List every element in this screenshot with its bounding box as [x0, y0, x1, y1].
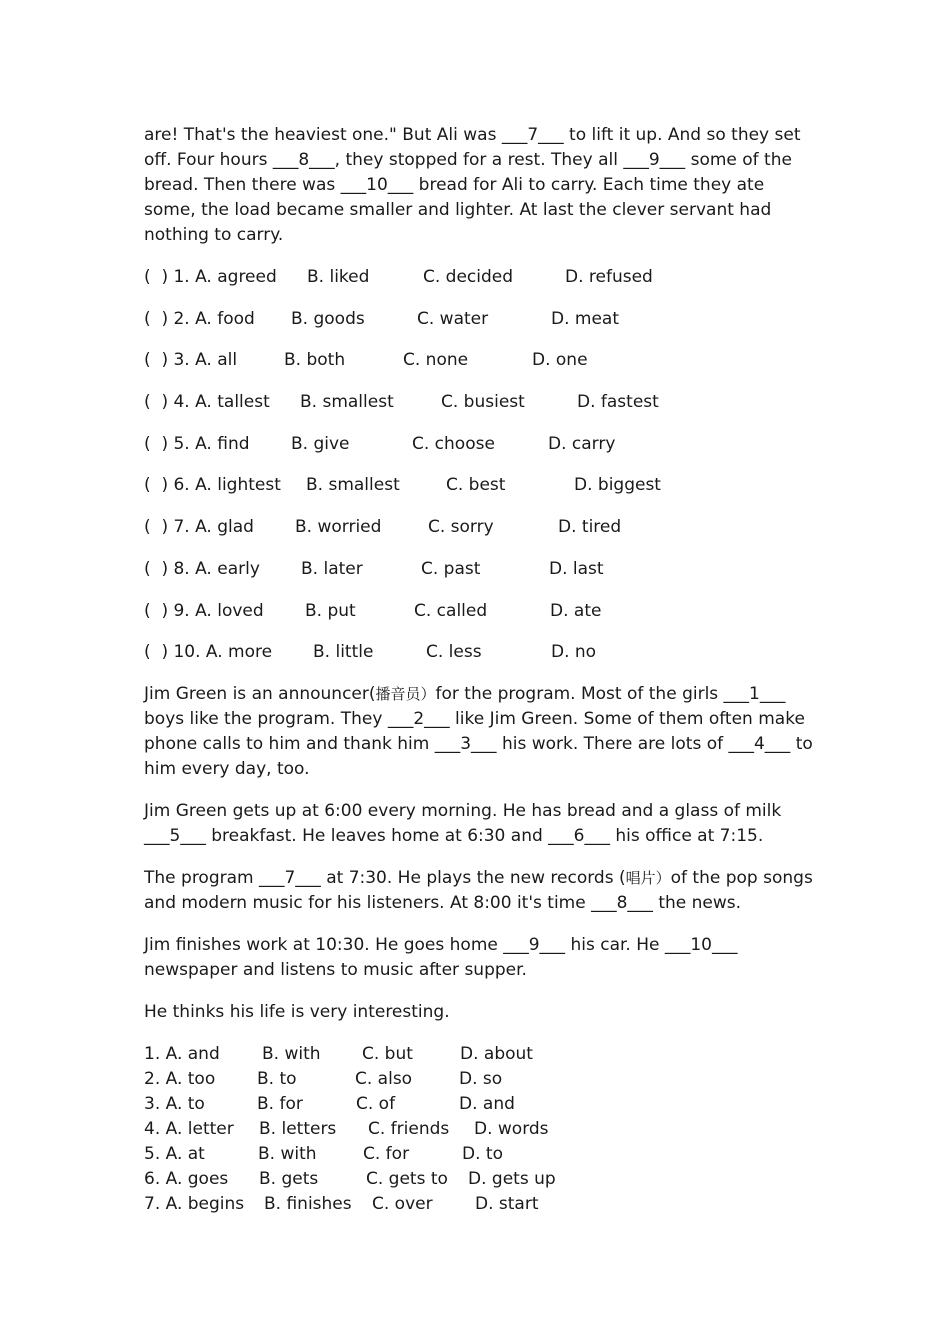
option-b: B. later: [301, 558, 363, 579]
option-c: C. for: [363, 1143, 410, 1164]
option-c: C. gets to: [366, 1168, 448, 1189]
chinese-annotation: 播音员）: [375, 684, 436, 703]
text-line: phone calls to him and thank him ___3___ his work. There are lots of ___4___ to: [144, 733, 813, 754]
option-a: 4. A. letter: [144, 1118, 234, 1139]
question-num-option-a: ( ) 7. A. glad: [144, 517, 254, 538]
option-b: B. little: [313, 642, 374, 663]
question-row: [144, 557, 824, 582]
text-line: off. Four hours ___8___, they stopped for a rest. They all ___9___ some of the: [144, 150, 792, 170]
question-num-option-a: ( ) 5. A. find: [144, 433, 250, 454]
question-row: [144, 640, 824, 665]
option-c: C. less: [426, 642, 482, 663]
option-row: [144, 1117, 824, 1142]
option-b: B. for: [257, 1093, 303, 1114]
text-line: Jim Green gets up at 6:00 every morning. He has bread and a glass of milk: [144, 800, 782, 821]
option-b: B. with: [258, 1143, 317, 1164]
option-c: C. best: [446, 475, 506, 496]
option-row: [144, 1092, 824, 1117]
text-run: Jim Green is an announcer(: [144, 683, 376, 704]
text-run: for the program. Most of the girls ___1___: [435, 683, 786, 704]
question-row: [144, 265, 824, 290]
option-b: B. both: [284, 350, 346, 371]
option-row: [144, 1142, 824, 1167]
text-line: are! That's the heaviest one." But Ali was ___7___ to lift it up. And so they set: [144, 125, 801, 145]
intro-paragraph: [144, 123, 824, 248]
question-row: [144, 473, 824, 498]
question-row: [144, 599, 824, 624]
text-run: of the pop songs: [670, 867, 813, 888]
question-num-option-a: ( ) 10. A. more: [144, 642, 273, 663]
option-c: C. none: [403, 350, 469, 371]
question-num-option-a: ( ) 6. A. lightest: [144, 475, 281, 496]
option-d: D. and: [459, 1093, 515, 1114]
question-num-option-a: ( ) 8. A. early: [144, 558, 260, 579]
document-content: [144, 123, 824, 1217]
text-line: [144, 866, 824, 891]
option-a: 1. A. and: [144, 1043, 220, 1064]
question-row: [144, 348, 824, 373]
option-d: D. start: [475, 1193, 539, 1214]
text-line: newspaper and listens to music after supper.: [144, 959, 527, 980]
option-row: [144, 1067, 824, 1092]
option-b: B. goods: [291, 308, 365, 329]
text-line: some, the load became smaller and lighter. At last the clever servant had: [144, 200, 772, 220]
option-c: C. but: [362, 1043, 413, 1064]
text-line: nothing to carry.: [144, 225, 284, 245]
option-b: B. to: [257, 1068, 297, 1089]
option-c: C. water: [417, 308, 489, 329]
option-d: D. tired: [558, 517, 622, 538]
question-list-2: [144, 1042, 824, 1217]
option-d: D. one: [532, 350, 588, 371]
option-b: B. liked: [307, 267, 370, 287]
question-row: [144, 432, 824, 457]
option-b: B. give: [291, 433, 350, 454]
option-c: C. also: [355, 1068, 413, 1089]
option-c: C. friends: [368, 1118, 450, 1139]
option-a: 2. A. too: [144, 1068, 216, 1089]
question-row: [144, 515, 824, 540]
option-row: [144, 1042, 824, 1067]
option-d: D. no: [551, 642, 597, 663]
option-c: C. called: [414, 600, 488, 621]
option-c: C. choose: [412, 433, 495, 454]
option-b: B. gets: [259, 1168, 319, 1189]
passage2-paragraph-2: [144, 799, 824, 849]
option-c: C. of: [356, 1093, 396, 1114]
passage2-paragraph-3: [144, 866, 824, 916]
text-run: The program ___7___ at 7:30. He plays the new records (: [144, 867, 626, 888]
question-num-option-a: ( ) 2. A. food: [144, 308, 255, 329]
question-num-option-a: ( ) 3. A. all: [144, 350, 238, 371]
passage2-paragraph-1: [144, 682, 824, 782]
option-d: D. fastest: [577, 392, 659, 413]
option-c: C. sorry: [428, 517, 494, 538]
question-num-option-a: ( ) 9. A. loved: [144, 600, 264, 621]
text-line: ___5___ breakfast. He leaves home at 6:30 and ___6___ his office at 7:15.: [144, 825, 764, 846]
question-row: [144, 307, 824, 332]
option-d: D. so: [459, 1068, 503, 1089]
option-b: B. finishes: [264, 1193, 352, 1214]
option-b: B. letters: [259, 1118, 337, 1139]
option-d: D. last: [549, 558, 604, 579]
option-a: 7. A. begins: [144, 1193, 245, 1214]
option-d: D. biggest: [574, 475, 661, 496]
text-line: Jim finishes work at 10:30. He goes home ___9___ his car. He ___10___: [144, 934, 738, 955]
text-line: bread. Then there was ___10___ bread for Ali to carry. Each time they ate: [144, 175, 765, 195]
question-list-1: [144, 265, 824, 665]
question-num-option-a: ( ) 1. A. agreed: [144, 267, 277, 287]
option-d: D. carry: [548, 433, 616, 454]
chinese-annotation: 唱片）: [625, 868, 671, 887]
option-a: 3. A. to: [144, 1093, 205, 1114]
text-line: He thinks his life is very interesting.: [144, 1001, 450, 1022]
option-c: C. decided: [423, 267, 514, 287]
option-c: C. busiest: [441, 392, 525, 413]
option-b: B. smallest: [300, 392, 394, 413]
option-b: B. smallest: [306, 475, 400, 496]
option-d: D. about: [460, 1043, 533, 1064]
option-row: [144, 1192, 824, 1217]
option-b: B. with: [262, 1043, 321, 1064]
option-d: D. ate: [550, 600, 602, 621]
option-b: B. worried: [295, 517, 382, 538]
question-num-option-a: ( ) 4. A. tallest: [144, 392, 270, 413]
option-b: B. put: [305, 600, 356, 621]
option-a: 6. A. goes: [144, 1168, 229, 1189]
option-d: D. meat: [551, 308, 619, 329]
text-line: [144, 682, 824, 707]
option-c: C. over: [372, 1193, 433, 1214]
text-line: and modern music for his listeners. At 8:00 it's time ___8___ the news.: [144, 892, 742, 913]
passage2-paragraph-4: [144, 933, 824, 983]
option-d: D. to: [462, 1143, 503, 1164]
option-row: [144, 1167, 824, 1192]
text-line: him every day, too.: [144, 758, 310, 779]
option-d: D. gets up: [468, 1168, 556, 1189]
text-line: boys like the program. They ___2___ like Jim Green. Some of them often make: [144, 708, 805, 729]
option-d: D. refused: [565, 267, 653, 287]
option-a: 5. A. at: [144, 1143, 205, 1164]
passage2-paragraph-5: [144, 1000, 824, 1025]
question-row: [144, 390, 824, 415]
option-d: D. words: [474, 1118, 549, 1139]
option-c: C. past: [421, 558, 481, 579]
